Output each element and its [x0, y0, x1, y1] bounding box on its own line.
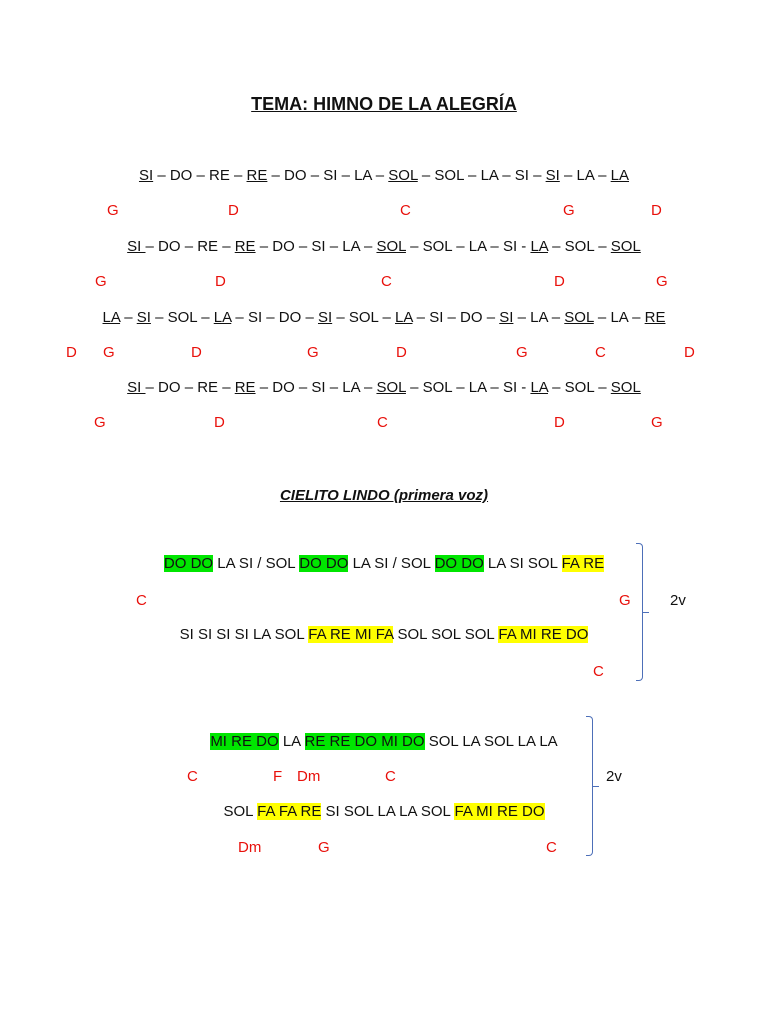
cielito-chord: G	[318, 839, 330, 856]
page-title: TEMA: HIMNO DE LA ALEGRÍA	[251, 94, 517, 114]
underlined-note: RE	[234, 379, 256, 396]
himno-line-2	[0, 237, 768, 257]
underlined-note: LA	[394, 309, 413, 326]
note-text: – LA –	[559, 167, 611, 184]
underlined-note: RE	[246, 167, 268, 184]
himno-chord: D	[191, 344, 202, 361]
himno-chord: G	[95, 273, 107, 290]
note-text: – DO – SI – LA –	[255, 238, 377, 255]
underlined-note: SOL	[610, 238, 641, 255]
underlined-note: SI	[127, 379, 146, 396]
cielito-block2-line1	[0, 732, 768, 752]
himno-chord: G	[107, 202, 119, 219]
cielito-chord: C	[546, 839, 557, 856]
himno-line-4	[0, 378, 768, 398]
himno-chord: C	[400, 202, 411, 219]
himno-chord: D	[396, 344, 407, 361]
cielito-chord: Dm	[238, 839, 262, 856]
repeat-bracket	[636, 543, 643, 681]
note-text: – SI – DO –	[231, 309, 318, 326]
note-text: – SOL –	[547, 238, 611, 255]
himno-line-1	[0, 166, 768, 186]
repeat-bracket	[586, 716, 593, 856]
himno-chord: G	[563, 202, 575, 219]
himno-chord: G	[94, 414, 106, 431]
note-text: – DO – SI – LA –	[255, 379, 377, 396]
underlined-note: RE	[644, 309, 666, 326]
note-text: LA	[278, 733, 305, 750]
himno-chord: G	[516, 344, 528, 361]
underlined-note: RE	[234, 238, 256, 255]
underlined-note: SOL	[388, 167, 418, 184]
highlighted-notes: FA MI RE DO	[498, 626, 589, 643]
himno-chord: D	[554, 273, 565, 290]
highlighted-notes: FA MI RE DO	[454, 803, 545, 820]
underlined-note: SI	[317, 309, 333, 326]
himno-chord: D	[214, 414, 225, 431]
himno-chord: C	[595, 344, 606, 361]
himno-chord: D	[228, 202, 239, 219]
himno-chord: D	[66, 344, 77, 361]
note-text: – SOL –	[150, 309, 214, 326]
note-text: – DO – RE –	[145, 238, 235, 255]
note-text: – SOL – LA – SI -	[405, 238, 531, 255]
note-text: – DO – RE –	[153, 167, 247, 184]
himno-chord: G	[103, 344, 115, 361]
underlined-note: SI	[545, 167, 560, 184]
underlined-note: SI	[499, 309, 514, 326]
cielito-chord: F	[273, 768, 283, 785]
himno-chord: G	[651, 414, 663, 431]
note-text: – SOL – LA – SI –	[417, 167, 546, 184]
himno-chord: G	[307, 344, 319, 361]
underlined-note: LA	[213, 309, 232, 326]
cielito-chord: C	[136, 592, 147, 609]
highlighted-notes: DO DO	[299, 555, 349, 572]
note-text: SOL	[223, 803, 258, 820]
underlined-note: SOL	[376, 379, 406, 396]
note-text: SOL LA SOL LA LA	[424, 733, 558, 750]
highlighted-notes: DO DO	[434, 555, 484, 572]
underlined-note: LA	[530, 238, 548, 255]
underlined-note: LA	[610, 167, 630, 184]
section-subtitle: CIELITO LINDO (primera voz)	[279, 487, 489, 504]
note-text: LA SI / SOL	[213, 555, 300, 572]
cielito-chord: Dm	[297, 768, 321, 785]
note-text: SOL SOL SOL	[393, 626, 499, 643]
underlined-note: SOL	[376, 238, 406, 255]
note-text: – DO – SI – LA –	[267, 167, 389, 184]
cielito-chord: C	[385, 768, 396, 785]
himno-chord: D	[215, 273, 226, 290]
cielito-block2-line2	[0, 802, 768, 822]
himno-chord: D	[684, 344, 695, 361]
himno-chord: C	[377, 414, 388, 431]
underlined-note: LA	[102, 309, 121, 326]
note-text: –	[120, 309, 137, 326]
cielito-block1-line1	[0, 554, 768, 574]
highlighted-notes: DO DO	[163, 555, 214, 572]
note-text: – LA –	[593, 309, 645, 326]
underlined-note: SOL	[564, 309, 594, 326]
cielito-chord: C	[187, 768, 198, 785]
note-text: LA SI / SOL	[348, 555, 435, 572]
highlighted-notes: FA RE	[561, 555, 605, 572]
note-text: SI SOL LA LA SOL	[321, 803, 455, 820]
himno-chord: C	[381, 273, 392, 290]
underlined-note: SI	[138, 167, 154, 184]
note-text: – LA –	[513, 309, 565, 326]
highlighted-notes: FA FA RE	[257, 803, 322, 820]
note-text: – SOL –	[332, 309, 395, 326]
highlighted-notes: MI RE DO	[210, 733, 279, 750]
himno-chord: D	[554, 414, 565, 431]
note-text: LA SI SOL	[483, 555, 562, 572]
cielito-chord: C	[593, 663, 604, 680]
note-text: – DO – RE –	[145, 379, 235, 396]
himno-chord: G	[656, 273, 668, 290]
underlined-note: SOL	[610, 379, 641, 396]
himno-line-3	[0, 308, 768, 328]
note-text: – SI – DO –	[412, 309, 500, 326]
note-text: – SOL – LA – SI -	[405, 379, 531, 396]
repeat-label: 2v	[670, 592, 686, 609]
cielito-block1-line2	[0, 625, 768, 645]
repeat-label: 2v	[606, 768, 622, 785]
note-text: SI SI SI SI LA SOL	[179, 626, 309, 643]
highlighted-notes: FA RE MI FA	[308, 626, 394, 643]
note-text: – SOL –	[547, 379, 611, 396]
cielito-chord: G	[619, 592, 631, 609]
highlighted-notes: RE RE DO MI DO	[304, 733, 425, 750]
underlined-note: SI	[127, 238, 146, 255]
underlined-note: LA	[530, 379, 548, 396]
himno-chord: D	[651, 202, 662, 219]
underlined-note: SI	[136, 309, 151, 326]
